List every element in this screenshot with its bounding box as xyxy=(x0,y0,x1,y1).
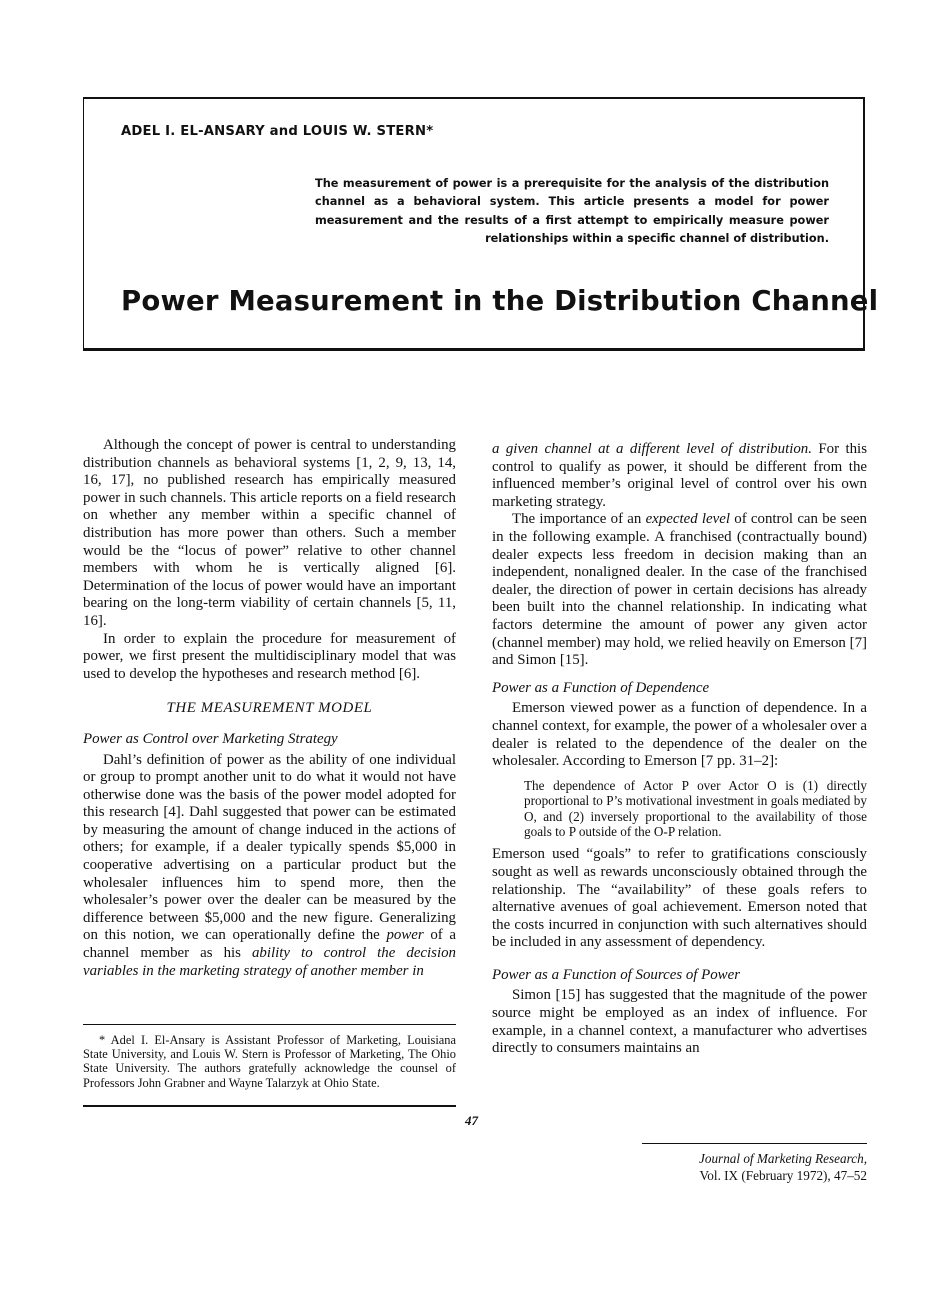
journal-volume: Vol. IX (February 1972), 47–52 xyxy=(699,1168,867,1183)
paragraph: In order to explain the procedure for measurement of power, we first present the multidisciplinary model that was used to develop the hypotheses and research method [6]. xyxy=(83,630,456,682)
page-number: 47 xyxy=(465,1113,478,1128)
journal-divider xyxy=(642,1143,867,1144)
footnote-divider xyxy=(83,1024,456,1025)
paragraph: Emerson used “goals” to refer to gratifications consciously sought as well as rewards unconsciously obtained through the relationship. The “availability” of these goals refers to alternative avenues of goal achievement. Emerson noted that the costs incurred in conjunction with such alternatives should be included in any assessment of dependency. xyxy=(492,846,867,951)
paragraph: Emerson viewed power as a function of dependence. In a channel context, for example, the power of a wholesaler over a dealer is related to the dependence of the dealer on the wholesaler. According to Emerson [7 pp. 31–2]: xyxy=(492,700,867,770)
subheading: Power as a Function of Sources of Power xyxy=(492,966,741,983)
emphasis: expected level xyxy=(645,511,730,528)
paragraph: Dahl’s definition of power as the ability of one individual or group to prompt another unit to do what it would not have otherwise done was the basis of the power model adopted for this research [4]. Dahl suggested that power can be estimated by measuring the amount of change induced in the actions of others; for example, if a dealer typically spends $5,000 in cooperative advertising on a particular product but the wholesaler influences him to spend more, then the wholesaler’s power over the dealer can be measured by the difference between $5,000 and the new figure. Generalizing on this notion, we can operationally define the power of a channel member as his ability to control the decision variables in the marketing strategy of another member in xyxy=(83,751,456,979)
article-title: Power Measurement in the Distribution Channel xyxy=(121,285,879,317)
journal-name: Journal of Marketing Research, xyxy=(699,1151,867,1166)
footnote-bottom-rule xyxy=(83,1105,456,1107)
right-column xyxy=(492,441,867,1058)
abstract: The measurement of power is a prerequisite for the analysis of the distribution channel as a behavioral system. This article presents a model for power measurement and the results of a first attempt to empirically measure power relationships within a specific channel of distribution. xyxy=(315,177,829,246)
subheading: Power as Control over Marketing Strategy xyxy=(83,730,338,747)
paragraph: The importance of an expected level of control can be seen in the following example. A franchised (contractually bound) dealer expects less freedom in decision making than an independent, nonaligned dealer. In the case of the franchised dealer, the direction of power in certain decisions has already been built into the channel relationship. In indicating what factors determine the amount of power any given actor (channel member) may hold, we relied heavily on Emerson [7] and Simon [15]. xyxy=(492,511,867,669)
emphasis: a given channel at a different level of distribution. xyxy=(492,441,812,457)
subheading: Power as a Function of Dependence xyxy=(492,679,710,696)
author-names: ADEL I. EL-ANSARY and LOUIS W. STERN* xyxy=(121,124,434,139)
emphasis: power xyxy=(386,927,424,944)
journal-citation xyxy=(560,1150,867,1184)
emphasis: ability to control the decision variables in the marketing strategy of another member in xyxy=(83,945,456,979)
paragraph: a given channel at a different level of distribution. For this control to qualify as power, it should be different from the influenced member’s original level of control over his own marketing strategy. xyxy=(492,441,867,510)
left-column xyxy=(83,437,456,980)
section-heading: THE MEASUREMENT MODEL xyxy=(166,700,373,717)
author-footnote: * Adel I. El-Ansary is Assistant Professor of Marketing, Louisiana State University, and Louis W. Stern is Professor of Marketing, The Ohio State University. The authors gratefully acknowledge the counsel of Professors John Grabner and Wayne Talarzyk at Ohio State. xyxy=(83,1033,456,1090)
paragraph: Simon [15] has suggested that the magnitude of the power source might be employed as an index of influence. For example, in a channel context, a manufacturer who advertises directly to consumers maintains an xyxy=(492,987,867,1057)
paragraph: Although the concept of power is central to understanding distribution channels as behavioral systems [1, 2, 9, 13, 14, 16, 17], no published research has empirically measured power in such channels. This article reports on a field research on whether any member within a specific channel of distribution has more power than others. Such a member would be the “locus of power” relative to other channel members with whom he is vertically aligned [6]. Determination of the locus of power would have an important bearing on the long-term viability of certain channels [5, 11, 16]. xyxy=(83,437,456,629)
block-quote: The dependence of Actor P over Actor O is (1) directly proportional to P’s motivational investment in goals mediated by O, and (2) inversely proportional to the availability of those goals to P outside of the O-P relation. xyxy=(524,777,867,839)
